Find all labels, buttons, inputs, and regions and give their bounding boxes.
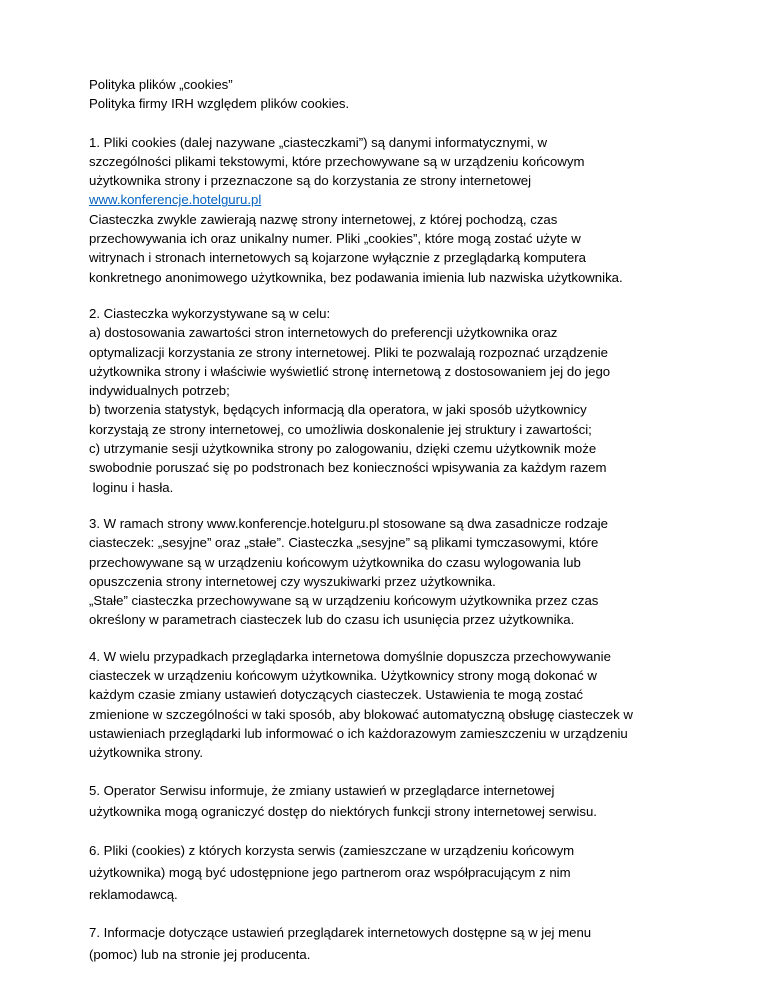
section-1 xyxy=(89,133,689,287)
section-1-line: Ciasteczka zwykle zawierają nazwę strony internetowej, z której pochodzą, czas xyxy=(89,211,558,227)
section-4-line: użytkownika strony. xyxy=(89,745,204,761)
section-6-line: użytkownika) mogą być udostępnione jego partnerom oraz współpracującym z nim xyxy=(89,864,571,880)
section-2-line: a) dostosowania zawartości stron internetowych do preferencji użytkownika oraz xyxy=(89,325,558,341)
section-2-line: korzystają ze strony internetowej, co umożliwia doskonalenie jej struktury i zawartości; xyxy=(89,421,592,437)
section-1-line: konkretnego anonimowego użytkownika, bez podawania imienia lub nazwiska użytkownika. xyxy=(89,269,623,285)
section-4-line: 4. W wielu przypadkach przeglądarka internetowa domyślnie dopuszcza przechowywanie xyxy=(89,648,611,664)
section-3-line: 3. W ramach strony www.konferencje.hotelguru.pl stosowane są dwa zasadnicze rodzaje xyxy=(89,515,608,531)
section-3-line: opuszczenia strony internetowej czy wyszukiwarki przez użytkownika. xyxy=(89,573,496,589)
section-4-line: każdym czasie zmiany ustawień dotyczących ciasteczek. Ustawienia te mogą zostać xyxy=(89,687,584,703)
document-body xyxy=(89,75,689,966)
section-5 xyxy=(89,780,689,824)
section-2-line: optymalizacji korzystania ze strony internetowej. Pliki te pozwalają rozpoznać urządzenie xyxy=(89,344,608,360)
section-4-line: ciasteczek w urządzeniu końcowym użytkownika. Użytkownicy strony mogą dokonać w xyxy=(89,668,597,684)
document-header xyxy=(89,75,689,114)
section-3-line: przechowywane są w urządzeniu końcowym użytkownika do czasu wylogowania lub xyxy=(89,554,581,570)
section-5-line: użytkownika mogą ograniczyć dostęp do niektórych funkcji strony internetowej serwisu. xyxy=(89,804,597,820)
section-1-link-line xyxy=(89,190,689,209)
section-7-line: (pomoc) lub na stronie jej producenta. xyxy=(89,947,311,963)
section-4 xyxy=(89,647,689,763)
section-1-line: 1. Pliki cookies (dalej nazywane „ciasteczkami”) są danymi informatycznymi, w xyxy=(89,134,548,150)
section-5-line: 5. Operator Serwisu informuje, że zmiany ustawień w przeglądarce internetowej xyxy=(89,782,555,798)
section-6-line: 6. Pliki (cookies) z których korzysta serwis (zamieszczane w urządzeniu końcowym xyxy=(89,843,575,859)
section-2-line: c) utrzymanie sesji użytkownika strony po zalogowaniu, dzięki czemu użytkownik może xyxy=(89,441,597,457)
section-4-line: ustawieniach przeglądarki lub informować o ich każdorazowym zamieszczeniu w urządzeniu xyxy=(89,725,628,741)
section-2-line: b) tworzenia statystyk, będących informacją dla operatora, w jaki sposób użytkownicy xyxy=(89,402,587,418)
section-1-line: użytkownika strony i przeznaczone są do korzystania ze strony internetowej xyxy=(89,173,531,189)
section-1-line: witrynach i stronach internetowych są kojarzone wyłącznie z przeglądarką komputera xyxy=(89,250,586,266)
section-3-line: ciasteczek: „sesyjne” oraz „stałe”. Ciasteczka „sesyjne” są plikami tymczasowymi, które xyxy=(89,535,599,551)
section-6-line: reklamodawcą. xyxy=(89,886,178,902)
section-2-line: 2. Ciasteczka wykorzystywane są w celu: xyxy=(89,305,331,321)
section-2-line: swobodnie poruszać się po podstronach bez konieczności wpisywania za każdym razem xyxy=(89,460,607,476)
section-3-line: „Stałe” ciasteczka przechowywane są w urządzeniu końcowym użytkownika przez czas xyxy=(89,593,599,609)
section-2-line: indywidualnych potrzeb; xyxy=(89,383,230,399)
section-3 xyxy=(89,514,689,630)
section-2 xyxy=(89,304,689,497)
document-title: Polityka plików „cookies” xyxy=(89,77,233,92)
section-6 xyxy=(89,840,689,905)
section-2-line: użytkownika strony i właściwie wyświetlić stronę internetową z dostosowaniem jej do jego xyxy=(89,363,611,379)
document-subtitle: Polityka firmy IRH względem plików cookies. xyxy=(89,96,350,112)
section-3-line: określony w parametrach ciasteczek lub do czasu ich usunięcia przez użytkownika. xyxy=(89,612,575,628)
section-7 xyxy=(89,922,689,966)
website-link[interactable]: www.konferencje.hotelguru.pl xyxy=(89,192,262,208)
section-4-line: zmienione w szczególności w taki sposób, aby blokować automatyczną obsługę ciasteczek w xyxy=(89,706,633,722)
section-7-line: 7. Informacje dotyczące ustawień przeglądarek internetowych dostępne są w jej menu xyxy=(89,925,592,941)
section-2-line: loginu i hasła. xyxy=(89,479,174,495)
section-1-line: szczególności plikami tekstowymi, które przechowywane są w urządzeniu końcowym xyxy=(89,153,585,169)
section-1-line: przechowywania ich oraz unikalny numer. Pliki „cookies”, które mogą zostać użyte w xyxy=(89,231,581,247)
